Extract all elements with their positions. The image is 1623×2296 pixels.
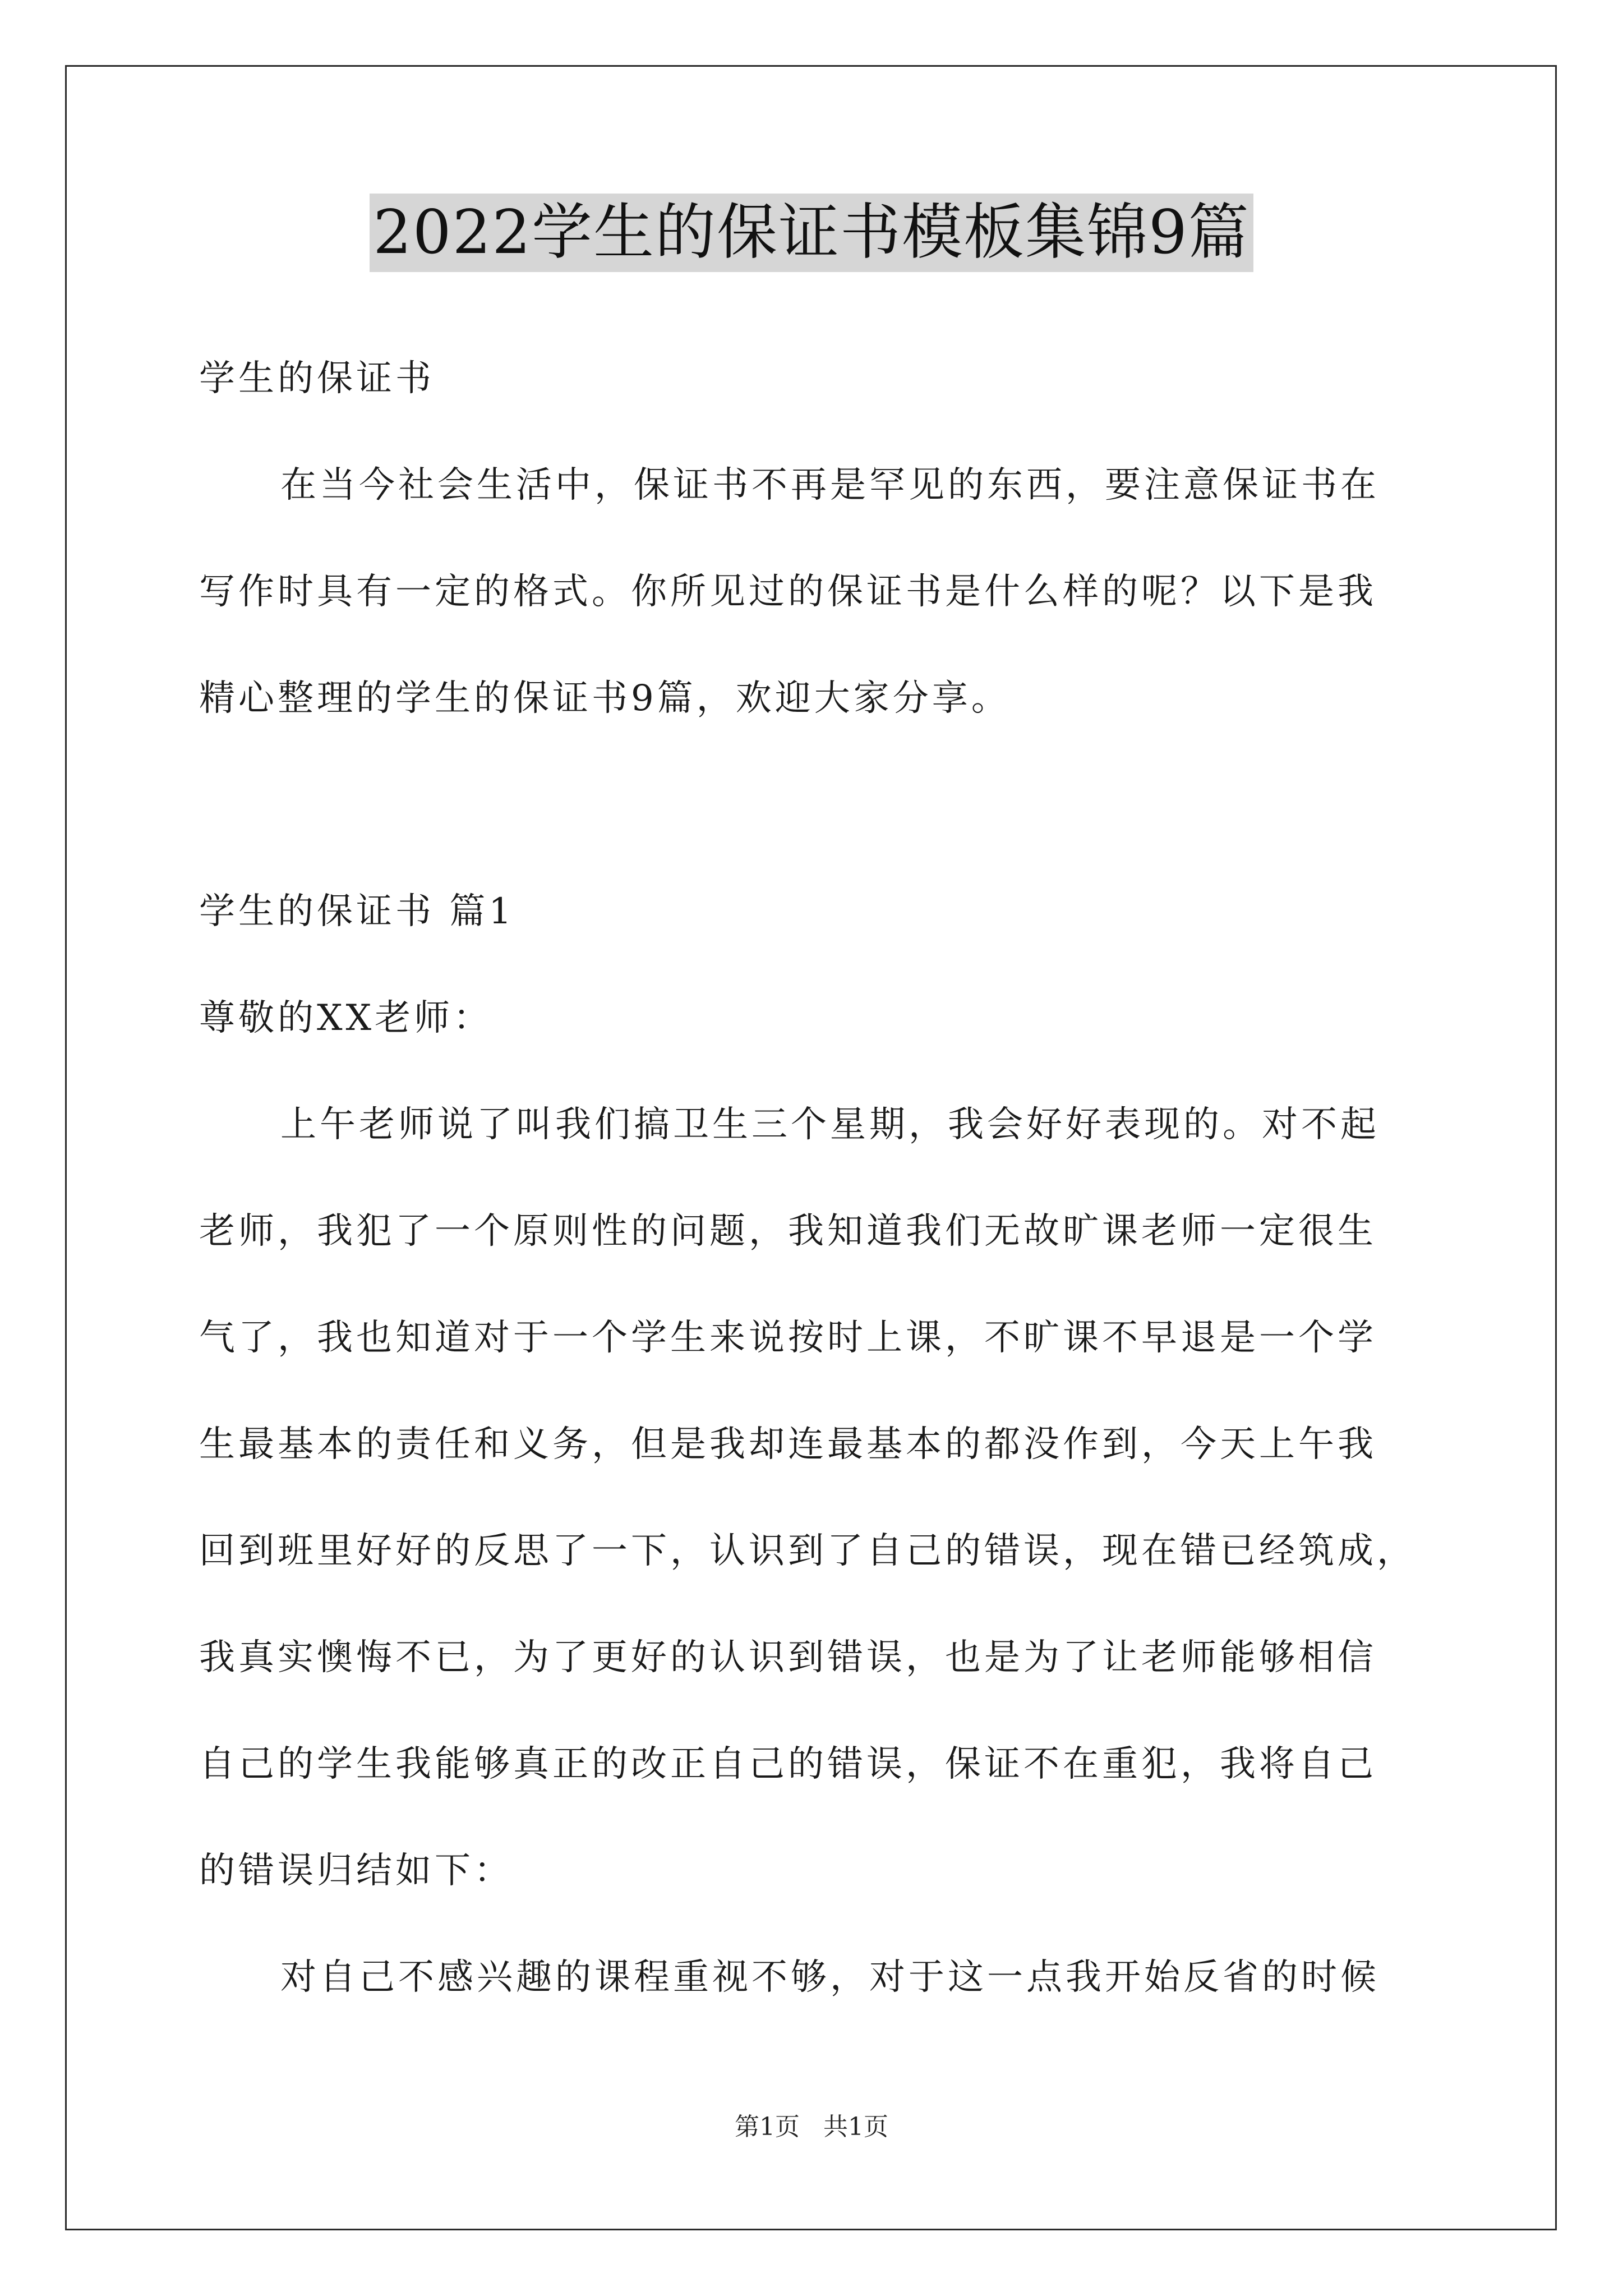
paragraph-line: 老师，我犯了一个原则性的问题，我知道我们无故旷课老师一定很生 (199, 1211, 1377, 1252)
salutation: 尊敬的XX老师： (199, 997, 493, 1039)
title-container (0, 194, 1623, 272)
paragraph-line: 气了，我也知道对于一个学生来说按时上课，不旷课不早退是一个学 (199, 1317, 1377, 1359)
paragraph-line: 自己的学生我能够真正的改正自己的错误，保证不在重犯，我将自己 (199, 1743, 1377, 1785)
paragraph-line: 我真实懊悔不已，为了更好的认识到错误，也是为了让老师能够相信 (199, 1637, 1377, 1678)
paragraph-line: 生最基本的责任和义务，但是我却连最基本的都没作到，今天上午我 (199, 1424, 1377, 1465)
paragraph-line: 上午老师说了叫我们搞卫生三个星期，我会好好表现的。对不起 (280, 1104, 1380, 1145)
paragraph-line: 写作时具有一定的格式。你所见过的保证书是什么样的呢？以下是我 (199, 571, 1377, 613)
paragraph-line: 的错误归结如下： (199, 1850, 513, 1892)
paragraph-line: 在当今社会生活中，保证书不再是罕见的东西，要注意保证书在 (280, 464, 1380, 506)
paragraph-line: 回到班里好好的反思了一下，认识到了自己的错误，现在错已经筑成， (199, 1530, 1416, 1572)
document-title: 2022学生的保证书模板集锦9篇 (370, 194, 1253, 272)
page-total: 共1页 (823, 2113, 888, 2141)
page-footer (0, 2106, 1623, 2142)
section-heading: 学生的保证书 篇1 (199, 891, 515, 932)
paragraph-line: 精心整理的学生的保证书9篇，欢迎大家分享。 (199, 678, 1011, 719)
paragraph-line: 对自己不感兴趣的课程重视不够，对于这一点我开始反省的时候 (280, 1957, 1380, 1998)
section-heading: 学生的保证书 (199, 358, 435, 399)
page-number: 第1页 (735, 2113, 800, 2141)
